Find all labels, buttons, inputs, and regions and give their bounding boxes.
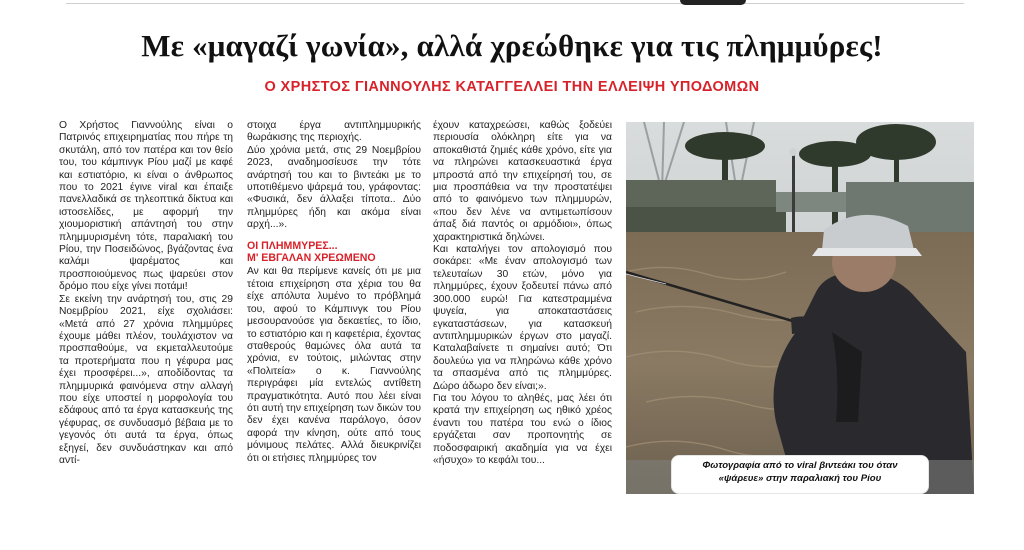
photo-caption <box>672 456 928 493</box>
body-paragraph: έχουν καταχρεώσει, καθώς ξοδεύει περιουσία ολόκληρη είτε για να αποκαθιστά ζημιές κάθε χρόνο, είτε για να πληρώνει κατασκευαστικά έργα μπροστά από την επιχείρησή του, σε μια προσπάθεια να την προστατέψει από το φαινόμενο των πλημμυρών, «που δεν λένε να αντιμετωπίσουν άπαξ διά παντός οι αρμόδιοι», όπως χαρακτηριστικά δηλώνει. <box>433 120 612 243</box>
article-headline: Με «μαγαζί γωνία», αλλά χρεώθηκε για τις πλημμύρες! <box>141 28 883 63</box>
article-column-1 <box>59 120 233 467</box>
body-paragraph: Και καταλήγει τον απολογισμό που σοκάρει: «Με έναν απολογισμό των τελευταίων 30 ετών, μόνο για πλημμύρες, έχουν ξοδευτεί πάνω από 300.000 ευρώ! Για κατεστραμμένα ψυγεία, για αποκαταστάσεις εγκαταστάσεων, για κατασκευή αντιπλημμυρικών έργων στο μαγαζί. Καταλαβαίνετε τι σημαίνει αυτό; Ότι δουλεύω για να πληρώνω κάθε χρόνο τα σπασμένα από τις πλημμύρες. Δώρο άδωρο δεν είναι;». <box>433 244 612 392</box>
article-column-3 <box>433 120 612 467</box>
crosshead-line: ΟΙ ΠΛΗΜΜΥΡΕΣ... <box>247 239 338 252</box>
body-paragraph: Για του λόγου το αληθές, μας λέει ότι κρατά την επιχείρηση ως ηθικό χρέος έναντι του πατέρα του ενώ ο ίδιος εργάζεται σαν προπονητής σε ποδοσφαιρική ακαδημία για να έχει «ήσυχο» το κεφάλι του... <box>433 392 612 466</box>
body-paragraph: Σε εκείνη την ανάρτησή του, στις 29 Νοεμβρίου 2021, είχε σχολιάσει: «Μετά από 27 χρόνια πλημμύρες έχουμε μάθει πλέον, τουλάχιστον να προσπαθούμε, να εκμεταλλευτούμε τα προτερήματα που η γέφυρα μας έχει προσφέρει...», αποδίδοντας τα πλημμυρικά φαινόμενα στην αλλαγή που είχε υποστεί η μορφολογία του εδάφους από τα έργα κατασκευής της γέφυρας, σε συνδυασμό βέβαια με το γεγονός ότι αυτά τα έργα, όπως εξηγεί, δεν συνδυάστηκαν και από αντί- <box>59 293 233 466</box>
article-photo <box>626 122 974 494</box>
body-paragraph: Ο Χρήστος Γιαννούλης είναι ο Πατρινός επιχειρηματίας που πήρε τη σκυτάλη, από τον πατέρα και τον θείο του, του κάμπινγκ Ρίου μαζί με καφέ και εστιατόριο, κι είναι ο άνθρωπος που το 2021 έγινε viral και έπαιξε πανελλαδικά σε τηλεοπτικά δίκτυα και ιστοσελίδες, με αφορμή την χιουμοριστική απάντησή του στην πλημμυρισμένη τότε, παραλιακή του Ρίου, την Ποσειδώνος, βγάζοντας ένα καλάμι ψαρέματος και προσποιούμενος πως ψαρεύει στον δρόμο που είχε γίνει ποτάμι! <box>59 120 233 293</box>
caption-line: «ψάρευε» στην παραλιακή του Ρίου <box>718 473 882 484</box>
flooded-promenade-fishing-photo <box>626 122 974 494</box>
caption-line: Φωτογραφία από το viral βιντεάκι του όταν <box>702 460 898 471</box>
top-divider <box>66 3 964 4</box>
crosshead-line: Μ' ΕΒΓΑΛΑΝ ΧΡΕΩΜΕΝΟ <box>247 252 376 265</box>
body-paragraph: στοιχα έργα αντιπλημμυρικής θωράκισης της περιοχής. <box>247 120 421 144</box>
article-column-2 <box>247 120 421 465</box>
article-subheadline: Ο ΧΡΗΣΤΟΣ ΓΙΑΝΝΟΥΛΗΣ ΚΑΤΑΓΓΕΛΛΕΙ ΤΗΝ ΕΛΛΕΙΨΗ ΥΠΟΔΟΜΩΝ <box>264 79 760 95</box>
top-photo-fragment <box>680 0 746 5</box>
body-paragraph: Αν και θα περίμενε κανείς ότι με μια τέτοια επιχείρηση στα χέρια του θα είχε απόλυτα λυμένο το πρόβλημά του, αφού το Κάμπινγκ του Ρίου μεσουρανούσε για δεκαετίες, το ίδιο, το εστιατόριο και η καφετέρια, έχοντας σταθερούς θαμώνες όλα αυτά τα χρόνια, εν τούτοις, μιλώντας στην «Πολιτεία» ο κ. Γιαννούλης περιγράφει μία εντελώς αντίθετη πραγματικότητα. Αυτό που λέει είναι ότι αυτή την επιχείρηση των δικών του δεν έχει κανένα παράλογο, όσον αφορά την κίνηση, ούτε από τους μόνιμους πελάτες. Αλλά διευκρινίζει ότι οι ετήσιες πλημμύρες τον <box>247 266 421 464</box>
body-paragraph: Δύο χρόνια μετά, στις 29 Νοεμβρίου 2023, αναδημοσίευσε την τότε ανάρτησή του και το βιντεάκι με το υποτιθέμενο ψάρεμά του, γράφοντας: «Φυσικά, δεν άλλαξει τίποτα.. Δύο πλημμύρες ήδη και ακόμα είναι αρχή...». <box>247 144 421 231</box>
section-crosshead <box>247 240 421 265</box>
